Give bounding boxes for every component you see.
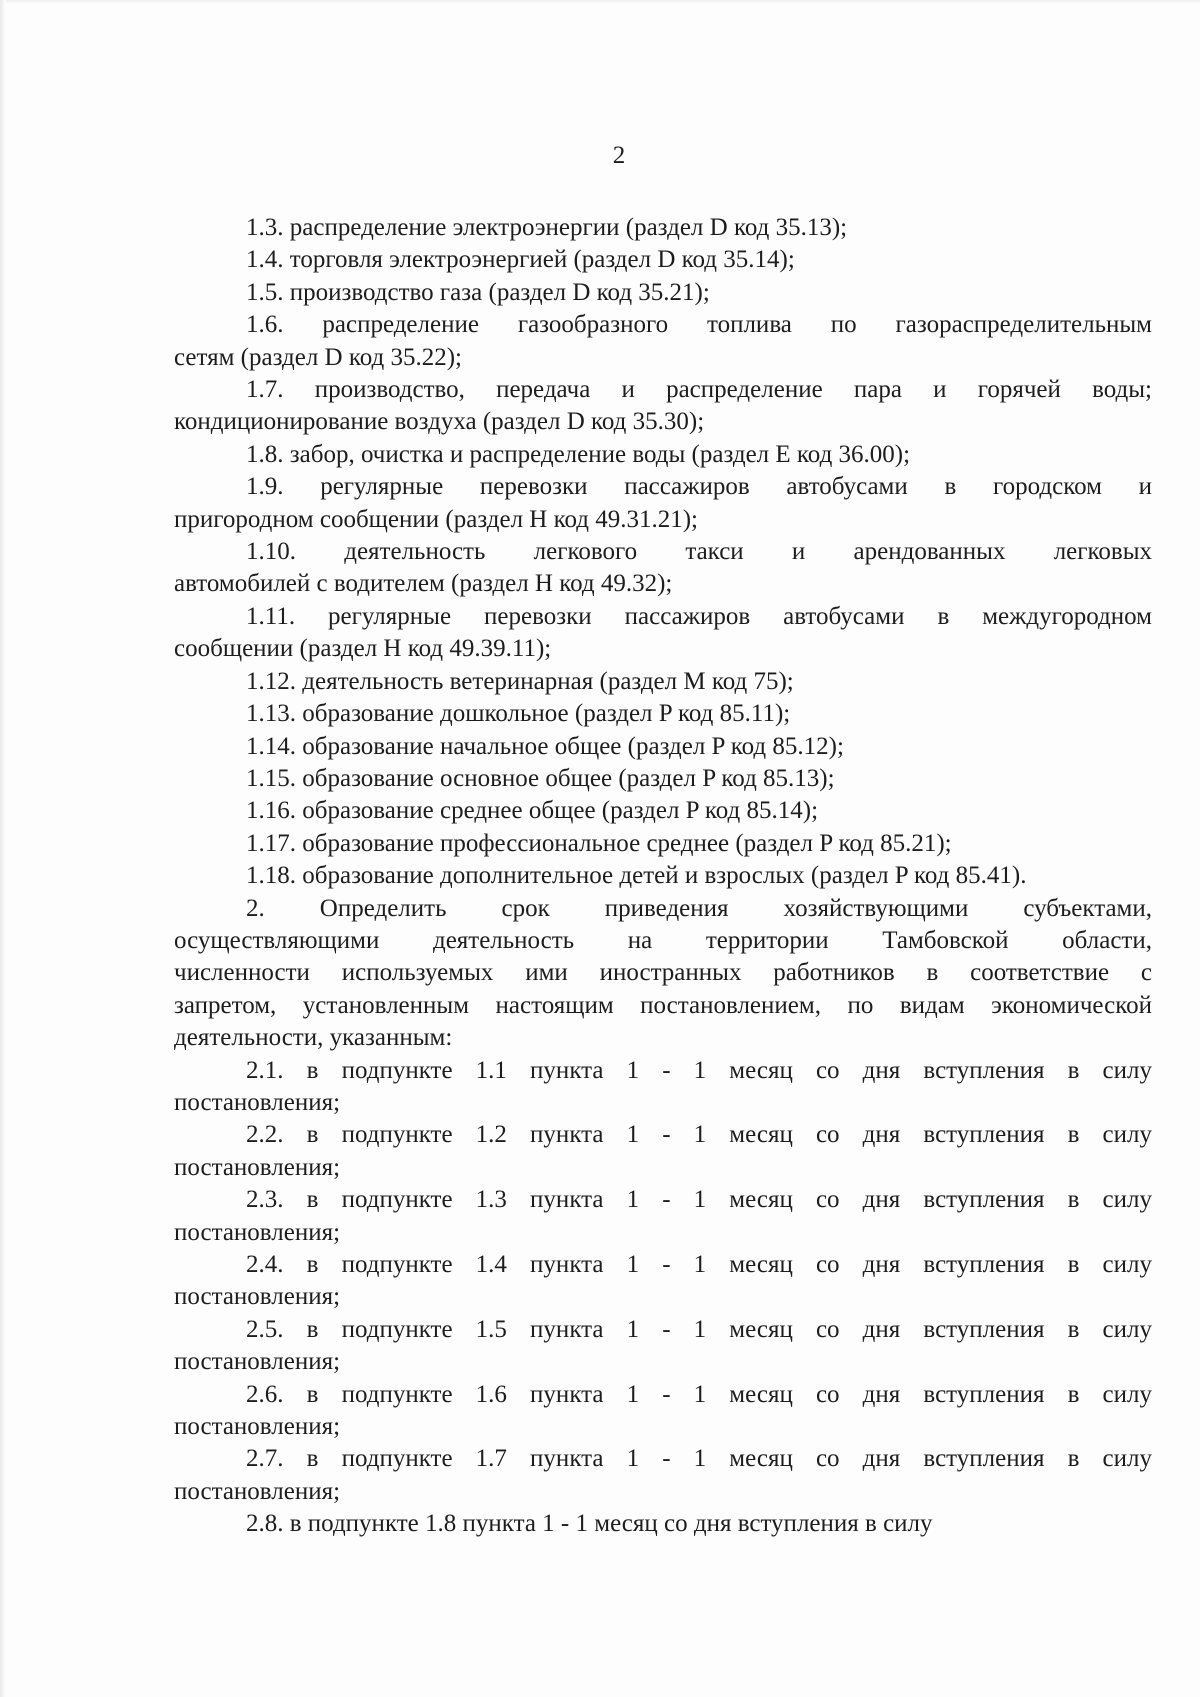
- paragraph-line: 1.8. забор, очистка и распределение воды (раздел E код 36.00);: [246, 440, 911, 468]
- paragraph-line: сообщении (раздел H код 49.39.11);: [174, 635, 552, 663]
- paragraph-line: численности используемых ими иностранных работников в соответствие с: [174, 959, 1152, 987]
- paragraph-line: постановления;: [174, 1218, 341, 1246]
- paragraph-line: 2. Определить срок приведения хозяйствующими субъектами,: [246, 894, 1152, 922]
- paragraph-line: 2.5. в подпункте 1.5 пункта 1 - 1 месяц со дня вступления в силу: [246, 1315, 1152, 1343]
- paragraph-line: 1.17. образование профессиональное среднее (раздел P код 85.21);: [246, 829, 952, 857]
- paragraph-line: постановления;: [174, 1348, 341, 1376]
- paragraph-line: 1.6. распределение газообразного топлива по газораспределительным: [246, 311, 1152, 339]
- paragraph-line: 1.18. образование дополнительное детей и взрослых (раздел P код 85.41).: [246, 862, 1027, 890]
- paragraph-1-3: [174, 212, 1152, 244]
- paragraph-line: 2.7. в подпункте 1.7 пункта 1 - 1 месяц со дня вступления в силу: [246, 1445, 1152, 1473]
- paragraph-line: деятельности, указанным:: [174, 1024, 453, 1052]
- paragraph-2-4: [174, 1249, 1152, 1314]
- scan-top-edge: [0, 0, 1200, 4]
- paragraph-line: 2.3. в подпункте 1.3 пункта 1 - 1 месяц со дня вступления в силу: [246, 1186, 1152, 1214]
- paragraph-line: 1.13. образование дошкольное (раздел P код 85.11);: [246, 700, 791, 728]
- paragraph-2-1: [174, 1055, 1152, 1120]
- paragraph-1-10: [174, 536, 1152, 601]
- paragraph-line: постановления;: [174, 1477, 341, 1505]
- document-body: [174, 212, 1152, 1541]
- paragraph-1-18: [174, 860, 1152, 892]
- paragraph-2-2: [174, 1119, 1152, 1184]
- paragraph-2-5: [174, 1314, 1152, 1379]
- paragraph-line: 2.4. в подпункте 1.4 пункта 1 - 1 месяц со дня вступления в силу: [246, 1251, 1152, 1278]
- paragraph-1-6: [174, 309, 1152, 374]
- paragraph-2-3: [174, 1184, 1152, 1249]
- paragraph-line: 1.12. деятельность ветеринарная (раздел M код 75);: [246, 667, 794, 695]
- paragraph-1-12: [174, 666, 1152, 698]
- paragraph-1-7: [174, 374, 1152, 439]
- paragraph-1-11: [174, 601, 1152, 666]
- paragraph-line: 1.16. образование среднее общее (раздел P код 85.14);: [246, 797, 819, 825]
- paragraph-line: постановления;: [174, 1413, 341, 1441]
- page-number: 2: [612, 142, 626, 169]
- paragraph-2: [174, 893, 1152, 1055]
- paragraph-1-5: [174, 277, 1152, 309]
- paragraph-line: 2.2. в подпункте 1.2 пункта 1 - 1 месяц со дня вступления в силу: [246, 1121, 1152, 1149]
- paragraph-2-7: [174, 1443, 1152, 1508]
- paragraph-line: 2.1. в подпункте 1.1 пункта 1 - 1 месяц со дня вступления в силу: [246, 1056, 1152, 1084]
- scan-left-edge: [0, 0, 6, 1697]
- paragraph-1-8: [174, 439, 1152, 471]
- paragraph-2-6: [174, 1379, 1152, 1444]
- paragraph-2-8: [174, 1508, 1152, 1540]
- paragraph-line: пригородном сообщении (раздел H код 49.31.21);: [174, 505, 698, 533]
- paragraph-1-13: [174, 698, 1152, 730]
- paragraph-line: кондиционирование воздуха (раздел D код 35.30);: [174, 408, 705, 436]
- paragraph-line: автомобилей с водителем (раздел H код 49.32);: [174, 570, 673, 598]
- paragraph-line: осуществляющими деятельность на территории Тамбовской области,: [174, 926, 1152, 954]
- paragraph-line: запретом, установленным настоящим постановлением, по видам экономической: [174, 991, 1152, 1019]
- paragraph-line: сетям (раздел D код 35.22);: [174, 343, 463, 371]
- paragraph-line: постановления;: [174, 1283, 341, 1311]
- paragraph-1-4: [174, 244, 1152, 276]
- paragraph-line: 1.15. образование основное общее (раздел P код 85.13);: [246, 764, 835, 792]
- paragraph-line: 1.3. распределение электроэнергии (раздел D код 35.13);: [246, 214, 848, 241]
- paragraph-line: 1.10. деятельность легкового такси и арендованных легковых: [246, 538, 1152, 566]
- paragraph-line: 1.5. производство газа (раздел D код 35.21);: [246, 278, 710, 306]
- paragraph-1-15: [174, 763, 1152, 795]
- paragraph-1-17: [174, 828, 1152, 860]
- paragraph-line: постановления;: [174, 1088, 341, 1116]
- paragraph-line: 1.7. производство, передача и распределение пара и горячей воды;: [246, 376, 1152, 404]
- paragraph-line: 1.4. торговля электроэнергией (раздел D код 35.14);: [246, 246, 795, 274]
- paragraph-1-16: [174, 795, 1152, 827]
- paragraph-line: 1.11. регулярные перевозки пассажиров автобусами в междугородном: [246, 602, 1152, 630]
- paragraph-1-14: [174, 731, 1152, 763]
- paragraph-line: 2.6. в подпункте 1.6 пункта 1 - 1 месяц со дня вступления в силу: [246, 1380, 1152, 1408]
- paragraph-1-9: [174, 471, 1152, 536]
- paragraph-line: 1.14. образование начальное общее (раздел P код 85.12);: [246, 732, 844, 760]
- paragraph-line: 2.8. в подпункте 1.8 пункта 1 - 1 месяц со дня вступления в силу: [246, 1510, 933, 1538]
- paragraph-line: 1.9. регулярные перевозки пассажиров автобусами в городском и: [246, 473, 1152, 501]
- paragraph-line: постановления;: [174, 1153, 341, 1181]
